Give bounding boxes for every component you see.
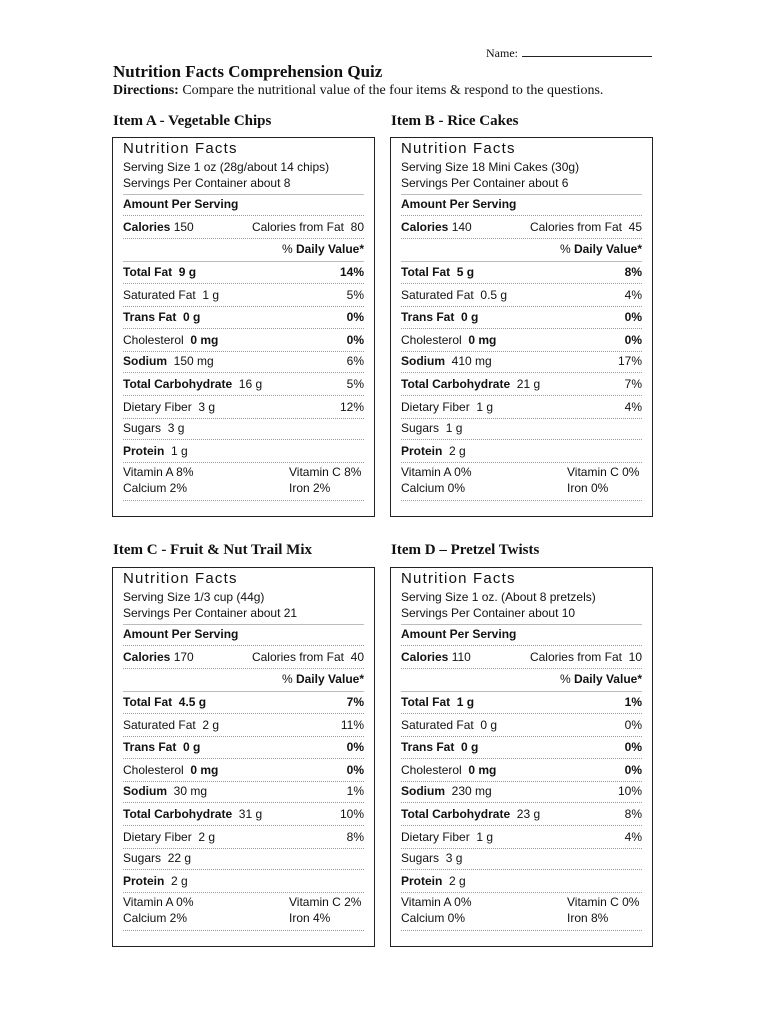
daily-value-prefix: % — [281, 242, 296, 256]
name-field[interactable] — [486, 44, 652, 61]
serving-size: Serving Size 18 Mini Cakes (30g) — [401, 160, 580, 174]
total-carbohydrate-row — [123, 807, 364, 823]
dietary-fiber-daily-value: 4% — [624, 830, 642, 844]
divider — [123, 306, 364, 307]
trans-fat-value: 0 g — [183, 310, 201, 324]
calories-from-fat-label: Calories from Fat — [251, 650, 344, 664]
protein-label: Protein — [123, 444, 165, 458]
divider — [401, 758, 642, 759]
total-fat-row — [401, 265, 642, 281]
saturated-fat-value: 2 g — [202, 718, 220, 732]
protein-value: 2 g — [171, 874, 188, 888]
cholesterol-label: Cholesterol — [123, 333, 184, 347]
divider — [401, 736, 642, 737]
sugars-value: 3 g — [445, 851, 463, 865]
sodium-daily-value: 6% — [346, 354, 364, 368]
divider — [401, 869, 642, 870]
protein-row — [401, 874, 642, 890]
sodium-label: Sodium — [123, 784, 167, 798]
sodium-daily-value: 17% — [617, 354, 642, 368]
page-title: Nutrition Facts Comprehension Quiz — [113, 62, 383, 81]
saturated-fat-daily-value: 11% — [340, 718, 364, 732]
divider — [123, 418, 364, 419]
total-fat-value: 9 g — [178, 265, 197, 279]
divider — [401, 418, 642, 419]
divider — [123, 781, 364, 782]
divider — [401, 372, 642, 373]
amount-per-serving-row — [401, 197, 642, 213]
servings-per-container: Servings Per Container about 21 — [123, 606, 298, 620]
total-fat-row — [123, 265, 364, 281]
dietary-fiber-value: 3 g — [198, 400, 216, 414]
vitamin-c: Vitamin C 0% — [567, 465, 640, 479]
daily-value-prefix: % — [281, 672, 296, 686]
vitamin-c: Vitamin C 8% — [289, 465, 362, 479]
divider — [123, 261, 364, 262]
protein-value: 2 g — [449, 874, 466, 888]
amount-per-serving: Amount Per Serving — [123, 197, 239, 211]
trans-fat-row — [123, 740, 364, 756]
daily-value-label: Daily Value* — [295, 242, 364, 256]
divider — [401, 261, 642, 262]
amount-per-serving-row — [123, 197, 364, 213]
divider — [401, 892, 642, 893]
sodium-daily-value: 1% — [346, 784, 364, 798]
divider — [123, 328, 364, 329]
trans-fat-row — [123, 310, 364, 326]
cholesterol-value: 0 mg — [468, 763, 497, 777]
iron: Iron 8% — [567, 911, 609, 925]
daily-value-label: Daily Value* — [573, 672, 642, 686]
calcium: Calcium 0% — [401, 911, 466, 925]
protein-value: 2 g — [449, 444, 466, 458]
total-carbohydrate-daily-value: 8% — [624, 807, 642, 821]
divider — [123, 351, 364, 352]
sugars-label: Sugars — [401, 421, 440, 435]
vitamin-a: Vitamin A 0% — [401, 465, 472, 479]
sodium-label: Sodium — [123, 354, 167, 368]
nutrition-facts-title: Nutrition Facts — [401, 140, 516, 157]
name-label: Name: — [486, 46, 518, 60]
divider — [401, 306, 642, 307]
divider — [401, 848, 642, 849]
protein-row — [401, 444, 642, 460]
directions-text: Compare the nutritional value of the four items & respond to the questions. — [178, 83, 604, 98]
total-carbohydrate-daily-value: 5% — [346, 377, 364, 391]
divider — [123, 930, 364, 931]
servings-per-container: Servings Per Container about 6 — [401, 176, 569, 190]
dietary-fiber-row — [123, 830, 364, 846]
item-heading — [113, 542, 312, 559]
total-carbohydrate-label: Total Carbohydrate — [401, 807, 511, 821]
sugars-value: 22 g — [167, 851, 192, 865]
dietary-fiber-daily-value: 8% — [346, 830, 364, 844]
calories-from-fat-label: Calories from Fat — [529, 220, 622, 234]
vitamin-a: Vitamin A 8% — [123, 465, 194, 479]
divider — [123, 802, 364, 803]
calories-value: 170 — [173, 650, 194, 664]
divider — [401, 645, 642, 646]
calories-from-fat-label: Calories from Fat — [529, 650, 622, 664]
nutrition-facts-label — [390, 567, 653, 947]
calories-label: Calories — [401, 650, 449, 664]
vitamin-a: Vitamin A 0% — [401, 895, 472, 909]
total-carbohydrate-value: 23 g — [516, 807, 541, 821]
total-carbohydrate-value: 21 g — [516, 377, 541, 391]
amount-per-serving: Amount Per Serving — [401, 627, 517, 641]
divider — [401, 351, 642, 352]
divider — [401, 624, 642, 625]
divider — [401, 194, 642, 195]
amount-per-serving: Amount Per Serving — [401, 197, 517, 211]
total-fat-value: 4.5 g — [178, 695, 207, 709]
trans-fat-daily-value: 0% — [346, 740, 364, 754]
sodium-row — [123, 784, 364, 800]
calories-from-fat-value: 10 — [628, 650, 642, 664]
total-fat-row — [123, 695, 364, 711]
sodium-value: 410 mg — [451, 354, 492, 368]
item-name: - Vegetable Chips — [155, 113, 272, 129]
saturated-fat-row — [401, 718, 642, 734]
cholesterol-row — [401, 333, 642, 349]
calories-from-fat-label: Calories from Fat — [251, 220, 344, 234]
divider — [123, 736, 364, 737]
divider — [401, 439, 642, 440]
item-heading — [391, 542, 539, 559]
divider — [123, 439, 364, 440]
divider — [123, 372, 364, 373]
calories-from-fat-value: 45 — [628, 220, 642, 234]
item-heading — [391, 113, 518, 130]
protein-label: Protein — [401, 444, 443, 458]
calories-value: 110 — [451, 650, 471, 664]
daily-value-header — [401, 242, 642, 258]
amount-per-serving-row — [123, 627, 364, 643]
saturated-fat-daily-value: 4% — [624, 288, 642, 302]
sodium-value: 30 mg — [173, 784, 208, 798]
item-name: - Rice Cakes — [434, 113, 519, 129]
item-heading — [113, 113, 271, 130]
divider — [123, 758, 364, 759]
servings-per-container: Servings Per Container about 10 — [401, 606, 576, 620]
calories-from-fat-value: 40 — [350, 650, 364, 664]
total-fat-label: Total Fat — [123, 265, 173, 279]
sugars-row — [401, 421, 642, 437]
vitamin-c: Vitamin C 2% — [289, 895, 362, 909]
cholesterol-row — [401, 763, 642, 779]
saturated-fat-daily-value: 0% — [624, 718, 642, 732]
total-fat-daily-value: 14% — [339, 265, 364, 279]
name-blank-line[interactable] — [522, 44, 652, 57]
saturated-fat-label: Saturated Fat — [401, 718, 474, 732]
total-fat-daily-value: 8% — [624, 265, 642, 279]
divider — [401, 215, 642, 216]
daily-value-header — [123, 242, 364, 258]
calories-label: Calories — [123, 650, 171, 664]
calories-row — [401, 650, 642, 666]
serving-size: Serving Size 1 oz. (About 8 pretzels) — [401, 590, 596, 604]
divider — [401, 781, 642, 782]
calories-value: 150 — [173, 220, 194, 234]
divider — [123, 825, 364, 826]
trans-fat-daily-value: 0% — [624, 740, 642, 754]
sugars-label: Sugars — [123, 851, 162, 865]
sodium-label: Sodium — [401, 354, 445, 368]
total-fat-value: 1 g — [456, 695, 475, 709]
trans-fat-row — [401, 740, 642, 756]
sugars-label: Sugars — [123, 421, 162, 435]
total-fat-label: Total Fat — [401, 265, 451, 279]
sugars-label: Sugars — [401, 851, 440, 865]
dietary-fiber-label: Dietary Fiber — [123, 400, 192, 414]
daily-value-prefix: % — [559, 672, 574, 686]
saturated-fat-label: Saturated Fat — [123, 718, 196, 732]
saturated-fat-row — [123, 288, 364, 304]
amount-per-serving: Amount Per Serving — [123, 627, 239, 641]
sodium-row — [401, 354, 642, 370]
item-name: – Pretzel Twists — [435, 542, 540, 558]
divider — [401, 500, 642, 501]
divider — [401, 691, 642, 692]
saturated-fat-value: 0.5 g — [480, 288, 508, 302]
divider — [123, 238, 364, 239]
total-carbohydrate-value: 31 g — [238, 807, 263, 821]
total-carbohydrate-daily-value: 10% — [339, 807, 364, 821]
divider — [123, 395, 364, 396]
cholesterol-daily-value: 0% — [624, 333, 642, 347]
calcium: Calcium 2% — [123, 911, 188, 925]
total-fat-daily-value: 1% — [624, 695, 642, 709]
trans-fat-value: 0 g — [461, 310, 479, 324]
trans-fat-label: Trans Fat — [401, 740, 455, 754]
divider — [123, 215, 364, 216]
divider — [401, 668, 642, 669]
total-carbohydrate-value: 16 g — [238, 377, 263, 391]
cholesterol-daily-value: 0% — [346, 333, 364, 347]
nutrition-facts-label — [390, 137, 653, 517]
item-letter: Item A — [113, 113, 156, 129]
daily-value-header — [401, 672, 642, 688]
sodium-value: 230 mg — [451, 784, 492, 798]
cholesterol-value: 0 mg — [468, 333, 497, 347]
nutrition-facts-title: Nutrition Facts — [123, 140, 238, 157]
dietary-fiber-label: Dietary Fiber — [123, 830, 192, 844]
vitamin-c: Vitamin C 0% — [567, 895, 640, 909]
item-letter: Item B — [391, 113, 435, 129]
dietary-fiber-value: 1 g — [476, 400, 494, 414]
total-fat-label: Total Fat — [401, 695, 451, 709]
directions-label: Directions: — [113, 83, 179, 98]
iron: Iron 0% — [567, 481, 609, 495]
daily-value-prefix: % — [559, 242, 574, 256]
sodium-row — [123, 354, 364, 370]
cholesterol-label: Cholesterol — [123, 763, 184, 777]
divider — [123, 869, 364, 870]
dietary-fiber-row — [401, 830, 642, 846]
calories-label: Calories — [401, 220, 449, 234]
calcium: Calcium 0% — [401, 481, 466, 495]
trans-fat-label: Trans Fat — [123, 310, 177, 324]
divider — [401, 283, 642, 284]
servings-per-container: Servings Per Container about 8 — [123, 176, 291, 190]
divider — [123, 892, 364, 893]
trans-fat-label: Trans Fat — [123, 740, 177, 754]
daily-value-label: Daily Value* — [295, 672, 364, 686]
sugars-row — [123, 851, 364, 867]
protein-row — [123, 874, 364, 890]
directions — [113, 83, 603, 99]
item-letter: Item D — [391, 542, 436, 558]
cholesterol-daily-value: 0% — [624, 763, 642, 777]
divider — [123, 668, 364, 669]
sugars-row — [401, 851, 642, 867]
divider — [123, 283, 364, 284]
daily-value-header — [123, 672, 364, 688]
cholesterol-value: 0 mg — [190, 763, 219, 777]
divider — [123, 645, 364, 646]
divider — [123, 194, 364, 195]
sodium-label: Sodium — [401, 784, 445, 798]
iron: Iron 4% — [289, 911, 331, 925]
cholesterol-value: 0 mg — [190, 333, 219, 347]
divider — [401, 328, 642, 329]
total-carbohydrate-daily-value: 7% — [624, 377, 642, 391]
total-carbohydrate-label: Total Carbohydrate — [401, 377, 511, 391]
sugars-row — [123, 421, 364, 437]
calories-from-fat-value: 80 — [350, 220, 364, 234]
total-fat-label: Total Fat — [123, 695, 173, 709]
calories-row — [123, 220, 364, 236]
total-fat-daily-value: 7% — [346, 695, 364, 709]
trans-fat-value: 0 g — [183, 740, 201, 754]
iron: Iron 2% — [289, 481, 331, 495]
trans-fat-daily-value: 0% — [624, 310, 642, 324]
total-fat-value: 5 g — [456, 265, 475, 279]
saturated-fat-label: Saturated Fat — [123, 288, 196, 302]
calories-row — [123, 650, 364, 666]
protein-label: Protein — [123, 874, 165, 888]
divider — [123, 462, 364, 463]
divider — [123, 691, 364, 692]
dietary-fiber-label: Dietary Fiber — [401, 830, 470, 844]
serving-size: Serving Size 1/3 cup (44g) — [123, 590, 265, 604]
sodium-value: 150 mg — [173, 354, 214, 368]
sugars-value: 3 g — [167, 421, 185, 435]
total-carbohydrate-row — [123, 377, 364, 393]
divider — [401, 395, 642, 396]
divider — [123, 500, 364, 501]
saturated-fat-daily-value: 5% — [346, 288, 364, 302]
dietary-fiber-daily-value: 4% — [624, 400, 642, 414]
total-fat-row — [401, 695, 642, 711]
protein-row — [123, 444, 364, 460]
protein-value: 1 g — [171, 444, 188, 458]
dietary-fiber-label: Dietary Fiber — [401, 400, 470, 414]
calories-value: 140 — [451, 220, 472, 234]
divider — [401, 238, 642, 239]
calcium: Calcium 2% — [123, 481, 188, 495]
total-carbohydrate-label: Total Carbohydrate — [123, 807, 233, 821]
trans-fat-row — [401, 310, 642, 326]
saturated-fat-label: Saturated Fat — [401, 288, 474, 302]
cholesterol-label: Cholesterol — [401, 763, 462, 777]
total-carbohydrate-label: Total Carbohydrate — [123, 377, 233, 391]
protein-label: Protein — [401, 874, 443, 888]
divider — [401, 462, 642, 463]
daily-value-label: Daily Value* — [573, 242, 642, 256]
nutrition-facts-title: Nutrition Facts — [401, 570, 516, 587]
saturated-fat-value: 0 g — [480, 718, 498, 732]
serving-size: Serving Size 1 oz (28g/about 14 chips) — [123, 160, 330, 174]
cholesterol-row — [123, 333, 364, 349]
dietary-fiber-row — [401, 400, 642, 416]
sodium-row — [401, 784, 642, 800]
trans-fat-daily-value: 0% — [346, 310, 364, 324]
dietary-fiber-daily-value: 12% — [339, 400, 364, 414]
calories-label: Calories — [123, 220, 171, 234]
sugars-value: 1 g — [445, 421, 463, 435]
divider — [123, 713, 364, 714]
amount-per-serving-row — [401, 627, 642, 643]
item-letter: Item C — [113, 542, 158, 558]
nutrition-facts-title: Nutrition Facts — [123, 570, 238, 587]
nutrition-facts-label — [112, 567, 375, 947]
vitamin-a: Vitamin A 0% — [123, 895, 194, 909]
divider — [401, 713, 642, 714]
item-name: - Fruit & Nut Trail Mix — [157, 542, 313, 558]
divider — [123, 624, 364, 625]
total-carbohydrate-row — [401, 377, 642, 393]
dietary-fiber-row — [123, 400, 364, 416]
nutrition-facts-label — [112, 137, 375, 517]
saturated-fat-row — [123, 718, 364, 734]
trans-fat-label: Trans Fat — [401, 310, 455, 324]
saturated-fat-row — [401, 288, 642, 304]
dietary-fiber-value: 1 g — [476, 830, 494, 844]
cholesterol-label: Cholesterol — [401, 333, 462, 347]
cholesterol-daily-value: 0% — [346, 763, 364, 777]
calories-row — [401, 220, 642, 236]
total-carbohydrate-row — [401, 807, 642, 823]
divider — [401, 930, 642, 931]
dietary-fiber-value: 2 g — [198, 830, 216, 844]
trans-fat-value: 0 g — [461, 740, 479, 754]
sodium-daily-value: 10% — [617, 784, 642, 798]
saturated-fat-value: 1 g — [202, 288, 220, 302]
divider — [401, 802, 642, 803]
divider — [401, 825, 642, 826]
cholesterol-row — [123, 763, 364, 779]
divider — [123, 848, 364, 849]
